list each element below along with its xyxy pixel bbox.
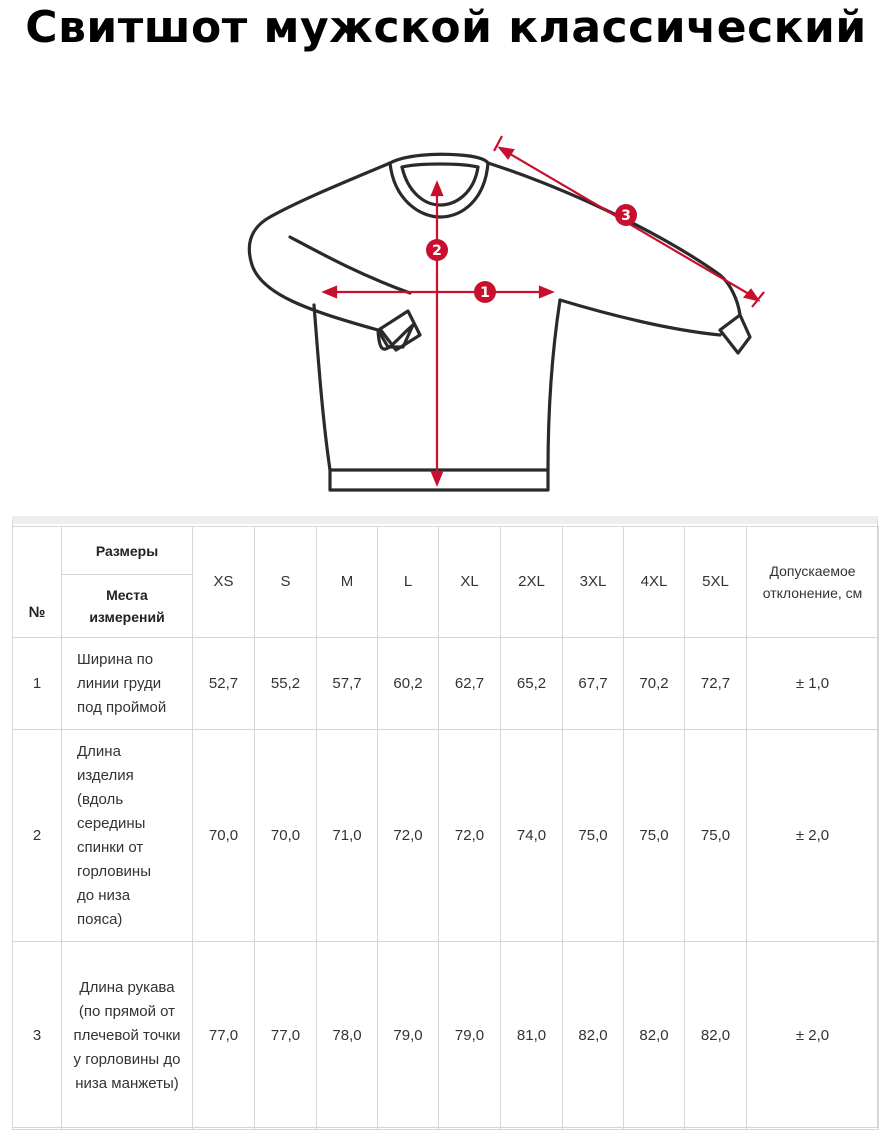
size-header: L <box>378 527 439 638</box>
value-cell: 70,0 <box>193 730 255 942</box>
value-cell: 62,7 <box>439 638 501 730</box>
value-cell: 72,0 <box>439 730 501 942</box>
size-header: 2XL <box>501 527 563 638</box>
value-cell: 79,0 <box>439 942 501 1130</box>
size-header: S <box>255 527 317 638</box>
value-cell: 82,0 <box>563 942 624 1130</box>
value-cell: 81,0 <box>501 942 563 1130</box>
places-header: Места измерений <box>62 575 193 638</box>
table-row <box>13 638 879 730</box>
value-cell: 77,0 <box>255 942 317 1130</box>
number-header: № <box>13 527 62 638</box>
row-number: 2 <box>13 730 62 942</box>
sizes-header: Размеры <box>62 527 193 575</box>
value-cell: 75,0 <box>624 730 685 942</box>
measurement-place: Длина рукава (по прямой от плечевой точки у горловины до низа манжеты) <box>62 942 193 1130</box>
value-cell: 78,0 <box>317 942 378 1130</box>
value-cell: 57,7 <box>317 638 378 730</box>
tolerance-header: Допускаемое отклонение, см <box>747 527 879 638</box>
value-cell: 52,7 <box>193 638 255 730</box>
value-cell: 74,0 <box>501 730 563 942</box>
marker-2: 2 <box>432 243 442 259</box>
value-cell: 82,0 <box>624 942 685 1130</box>
size-header: 4XL <box>624 527 685 638</box>
header-row-1 <box>13 527 879 575</box>
size-table-grid <box>12 526 879 1130</box>
value-cell: 75,0 <box>685 730 747 942</box>
value-cell: 82,0 <box>685 942 747 1130</box>
value-cell: 72,7 <box>685 638 747 730</box>
sweatshirt-illustration <box>230 125 790 505</box>
page-title: Свитшот мужской классический <box>25 2 867 53</box>
marker-1: 1 <box>480 285 490 301</box>
size-table <box>12 516 878 1128</box>
row-number: 1 <box>13 638 62 730</box>
value-cell: 67,7 <box>563 638 624 730</box>
row-number: 3 <box>13 942 62 1130</box>
value-cell: 55,2 <box>255 638 317 730</box>
measurement-place: Длина изделия (вдоль середины спинки от горловины до низа пояса) <box>62 730 193 942</box>
size-header: XS <box>193 527 255 638</box>
table-row <box>13 942 879 1130</box>
value-cell: 72,0 <box>378 730 439 942</box>
value-cell: 65,2 <box>501 638 563 730</box>
tolerance-cell: ± 2,0 <box>747 942 879 1130</box>
marker-3: 3 <box>621 208 631 224</box>
value-cell: 70,0 <box>255 730 317 942</box>
value-cell: 75,0 <box>563 730 624 942</box>
tolerance-cell: ± 1,0 <box>747 638 879 730</box>
value-cell: 77,0 <box>193 942 255 1130</box>
value-cell: 60,2 <box>378 638 439 730</box>
measurement-place: Ширина по линии груди под проймой <box>62 638 193 730</box>
sweatshirt-diagram <box>230 125 790 505</box>
value-cell: 79,0 <box>378 942 439 1130</box>
value-cell: 71,0 <box>317 730 378 942</box>
tolerance-cell: ± 2,0 <box>747 730 879 942</box>
size-header: XL <box>439 527 501 638</box>
size-header: 5XL <box>685 527 747 638</box>
size-header: 3XL <box>563 527 624 638</box>
size-header: M <box>317 527 378 638</box>
value-cell: 70,2 <box>624 638 685 730</box>
table-row <box>13 730 879 942</box>
